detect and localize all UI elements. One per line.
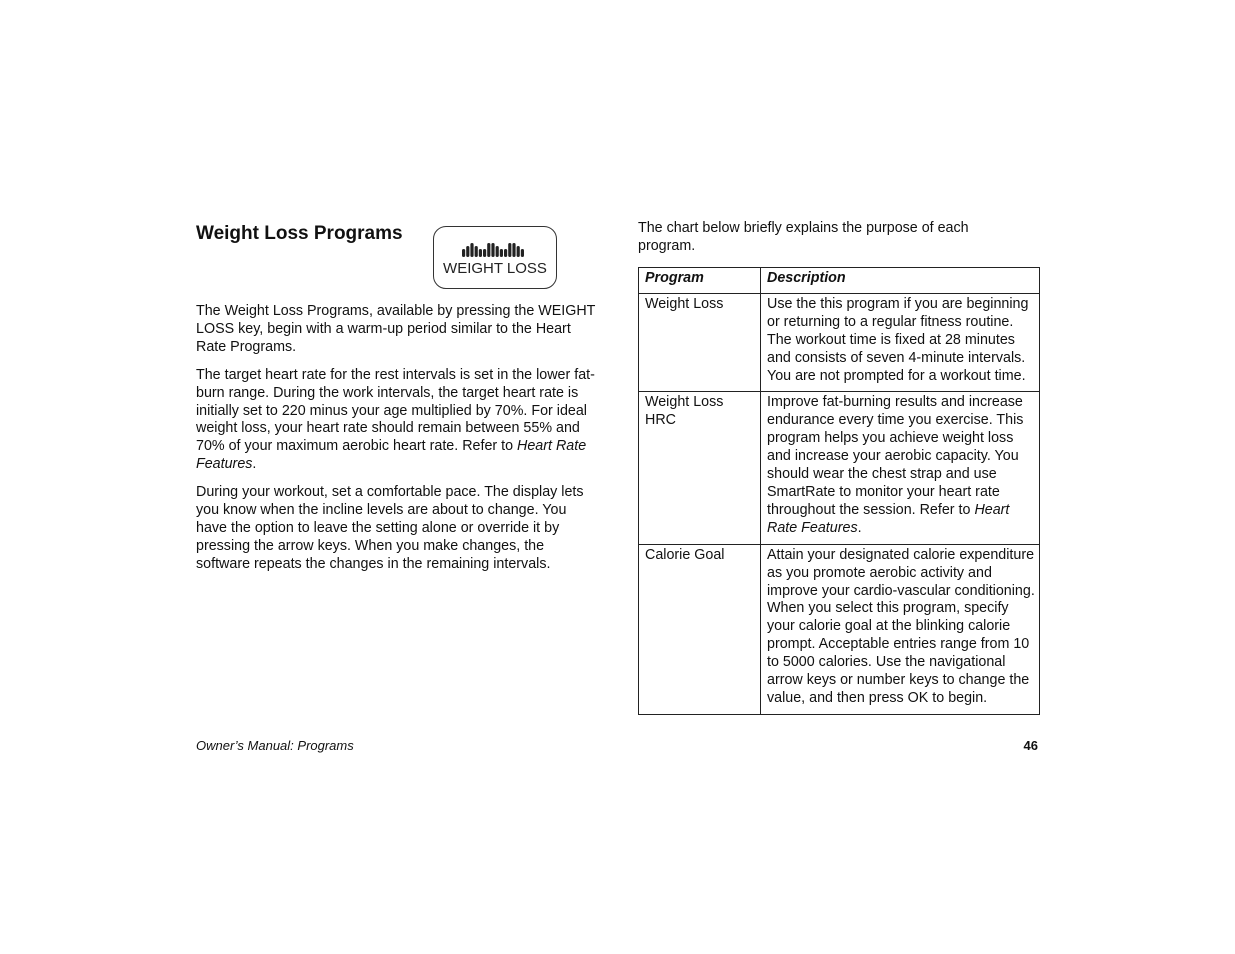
chart-intro: The chart below briefly explains the purpose of each program. <box>638 220 969 254</box>
description-cell <box>761 392 1040 544</box>
table-row <box>639 293 1040 392</box>
paragraph-target-heart-rate-text: The target heart rate for the rest intervals is set in the lower fat-burn range. During the work intervals, the target heart rate is initially set to 220 minus your age multiplied by 70%. For ideal weight loss, your heart rate should remain between 55% and 70% of your maximum aerobic heart rate. Refer to <box>196 366 595 455</box>
weight-loss-key-label: WEIGHT LOSS <box>443 260 547 277</box>
program-cell: Weight Loss <box>639 293 761 392</box>
paragraph-target-heart-rate <box>196 367 596 474</box>
heart-rate-features-reference: Heart Rate Features <box>767 501 1010 536</box>
heart-rate-features-reference: Heart Rate Features <box>196 438 587 473</box>
weight-loss-key-badge <box>433 226 557 289</box>
description-cell <box>761 544 1040 714</box>
description-text: Attain your designated calorie expenditure as you promote aerobic activity and improve your cardio-vascular conditioning. When you select this program, specify your calorie goal at the blinking calorie prompt. Acceptable entries range from 10 to 5000 calories. Use the navigational arrow keys or number keys to change the value, and then press OK to begin. <box>767 546 1035 706</box>
description-end-punct: . <box>857 519 862 536</box>
program-cell: Weight Loss HRC <box>639 392 761 544</box>
paragraph-intro: The Weight Loss Programs, available by pressing the WEIGHT LOSS key, begin with a warm-up period similar to the Heart Rate Programs. <box>196 303 596 355</box>
paragraph-end-punct: . <box>252 456 257 473</box>
section-title: Weight Loss Programs <box>196 223 403 244</box>
left-paragraphs <box>196 303 596 584</box>
table-header-row <box>639 268 1040 294</box>
description-cell <box>761 293 1040 392</box>
paragraph-during-workout: During your workout, set a comfortable pace. The display lets you know when the incline levels are about to change. You have the option to leave the setting alone or override it by pressing the arrow keys. When you make changes, the software repeats the changes in the remaining intervals. <box>196 484 584 572</box>
program-cell: Calorie Goal <box>639 544 761 714</box>
programs-table <box>638 267 1040 715</box>
table-row <box>639 392 1040 544</box>
weight-loss-bars-icon <box>462 241 530 257</box>
description-text: Use the this program if you are beginning or returning to a regular fitness routine. The workout time is fixed at 28 minutes and consists of seven 4-minute intervals. You are not prompted for a workout time. <box>767 295 1029 384</box>
page-number: 46 <box>1023 738 1038 753</box>
table-row <box>639 544 1040 714</box>
header-description: Description <box>761 268 1040 294</box>
footer-manual-title: Owner’s Manual: Programs <box>196 738 354 753</box>
header-program: Program <box>639 268 761 294</box>
right-column <box>638 220 1040 706</box>
description-text: Improve fat-burning results and increase endurance every time you exercise. This program helps you achieve weight loss and increase your aerobic capacity. You should wear the chest strap and use SmartRate to monitor your heart rate throughout the session. Refer to <box>767 394 1024 518</box>
